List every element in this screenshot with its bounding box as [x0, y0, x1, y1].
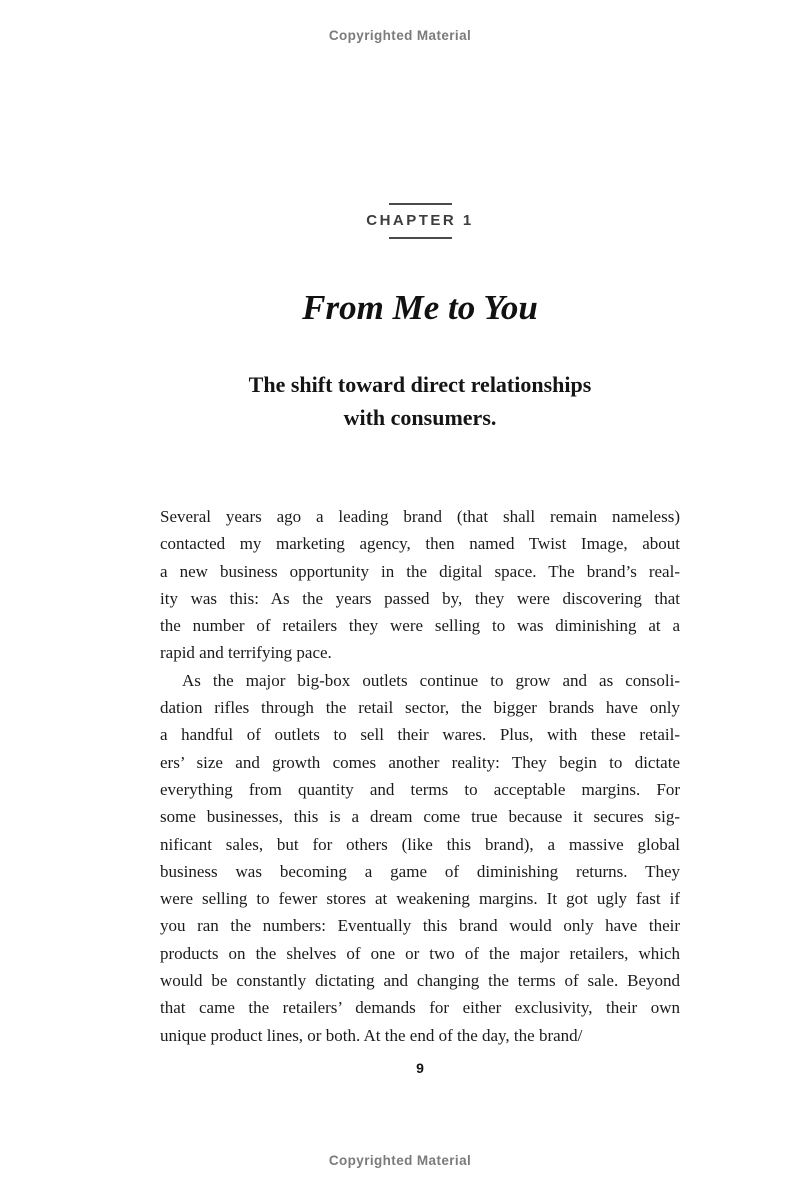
body-line: Several years ago a leading brand (that shall remain nameless): [160, 507, 680, 526]
chapter-rule-top: [389, 203, 452, 205]
copyright-notice-top: Copyrighted Material: [328, 28, 472, 43]
body-line: nificant sales, but for others (like this brand), a massive global: [160, 834, 680, 854]
body-line: everything from quantity and terms to acceptable margins. For: [160, 779, 680, 799]
chapter-heading-block: [160, 203, 680, 239]
body-line: ers’ size and growth comes another reality: They begin to dictate: [160, 752, 680, 772]
chapter-label: CHAPTER 1: [366, 212, 474, 229]
body-line: dation rifles through the retail sector, the bigger brands have only: [160, 698, 680, 718]
body-line: would be constantly dictating and changing the terms of sale. Beyond: [160, 971, 680, 991]
page-number: 9: [416, 1060, 424, 1076]
body-line: business was becoming a game of diminishing returns. They: [160, 861, 680, 881]
chapter-rule-bottom: [389, 237, 452, 239]
body-line: rapid and terrifying pace.: [160, 643, 332, 663]
copyright-notice-bottom: Copyrighted Material: [328, 1153, 472, 1168]
chapter-subtitle: [140, 368, 700, 434]
body-line: contacted my marketing agency, then named Twist Image, about: [160, 534, 680, 554]
body-text: [160, 503, 680, 1049]
body-line: As the major big-box outlets continue to grow and as consoli-: [182, 670, 680, 690]
chapter-title: From Me to You: [302, 288, 538, 327]
paragraph: [160, 667, 680, 1049]
body-line: products on the shelves of one or two of the major retailers, which: [160, 943, 680, 963]
body-line: that came the retailers’ demands for either exclusivity, their own: [160, 998, 680, 1018]
paragraph: [160, 503, 680, 667]
chapter-subtitle-line-1: The shift toward direct relationships: [248, 372, 592, 397]
body-line: some businesses, this is a dream come true because it secures sig-: [160, 807, 680, 827]
body-line: ity was this: As the years passed by, they were discovering that: [160, 588, 680, 608]
body-line: the number of retailers they were selling to was diminishing at a: [160, 616, 680, 636]
chapter-subtitle-line-2: with consumers.: [343, 405, 497, 430]
body-line: were selling to fewer stores at weakening margins. It got ugly fast if: [160, 889, 680, 909]
body-line: unique product lines, or both. At the end of the day, the brand/: [160, 1025, 583, 1045]
body-line: a handful of outlets to sell their wares. Plus, with these retail-: [160, 725, 680, 745]
body-line: you ran the numbers: Eventually this brand would only have their: [160, 916, 680, 936]
body-line: a new business opportunity in the digital space. The brand’s real-: [160, 561, 680, 581]
